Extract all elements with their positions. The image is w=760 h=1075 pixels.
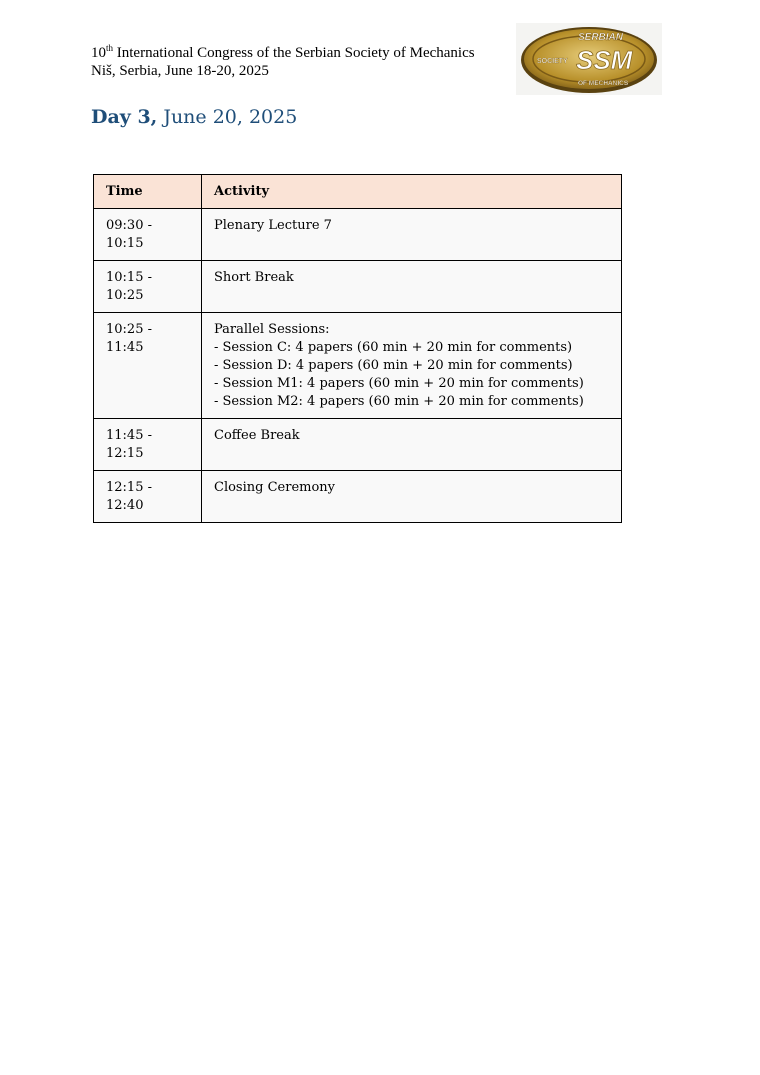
ssm-logo bbox=[516, 23, 662, 95]
table-row bbox=[94, 471, 622, 523]
logo-bottom-text: OF MECHANICS bbox=[578, 80, 629, 87]
activity-cell bbox=[202, 261, 622, 313]
schedule-body bbox=[94, 209, 622, 523]
activity-cell bbox=[202, 419, 622, 471]
table-row bbox=[94, 261, 622, 313]
day-date: June 20, 2025 bbox=[157, 106, 298, 128]
activity-line: Coffee Break bbox=[214, 428, 300, 443]
activity-line: Plenary Lecture 7 bbox=[214, 218, 332, 233]
day-heading bbox=[91, 106, 297, 128]
activity-line: Closing Ceremony bbox=[214, 480, 336, 495]
activity-line: - Session M2: 4 papers (60 min + 20 min for comments) bbox=[214, 394, 584, 409]
activity-line: - Session D: 4 papers (60 min + 20 min for comments) bbox=[214, 358, 573, 373]
table-row bbox=[94, 419, 622, 471]
ordinal-suffix: th bbox=[106, 43, 114, 53]
ordinal-number: 10 bbox=[91, 45, 106, 61]
table-header-row bbox=[94, 175, 622, 209]
activity-cell bbox=[202, 471, 622, 523]
table-row bbox=[94, 209, 622, 261]
congress-location-date: Niš, Serbia, June 18-20, 2025 bbox=[91, 63, 269, 79]
table-row bbox=[94, 313, 622, 419]
time-cell: 10:15 - 10:25 bbox=[94, 261, 202, 313]
column-header-activity: Activity bbox=[202, 175, 622, 209]
column-header-time: Time bbox=[94, 175, 202, 209]
activity-line: Short Break bbox=[214, 270, 294, 285]
time-cell: 12:15 - 12:40 bbox=[94, 471, 202, 523]
logo-center-text: SSM bbox=[576, 45, 633, 75]
congress-title bbox=[91, 44, 475, 62]
logo-left-text: SOCIETY bbox=[537, 58, 568, 65]
congress-header bbox=[91, 44, 475, 80]
activity-cell bbox=[202, 313, 622, 419]
day-label: Day 3, bbox=[91, 106, 158, 128]
schedule-table bbox=[93, 174, 622, 523]
activity-line: Parallel Sessions: bbox=[214, 322, 330, 337]
activity-line: - Session C: 4 papers (60 min + 20 min for comments) bbox=[214, 340, 573, 355]
time-cell: 09:30 - 10:15 bbox=[94, 209, 202, 261]
congress-name: International Congress of the Serbian Society of Mechanics bbox=[113, 45, 475, 61]
activity-cell bbox=[202, 209, 622, 261]
time-cell: 10:25 - 11:45 bbox=[94, 313, 202, 419]
logo-top-text: SERBIAN bbox=[578, 32, 624, 43]
time-cell: 11:45 - 12:15 bbox=[94, 419, 202, 471]
activity-line: - Session M1: 4 papers (60 min + 20 min for comments) bbox=[214, 376, 584, 391]
ssm-logo-icon bbox=[516, 23, 662, 95]
